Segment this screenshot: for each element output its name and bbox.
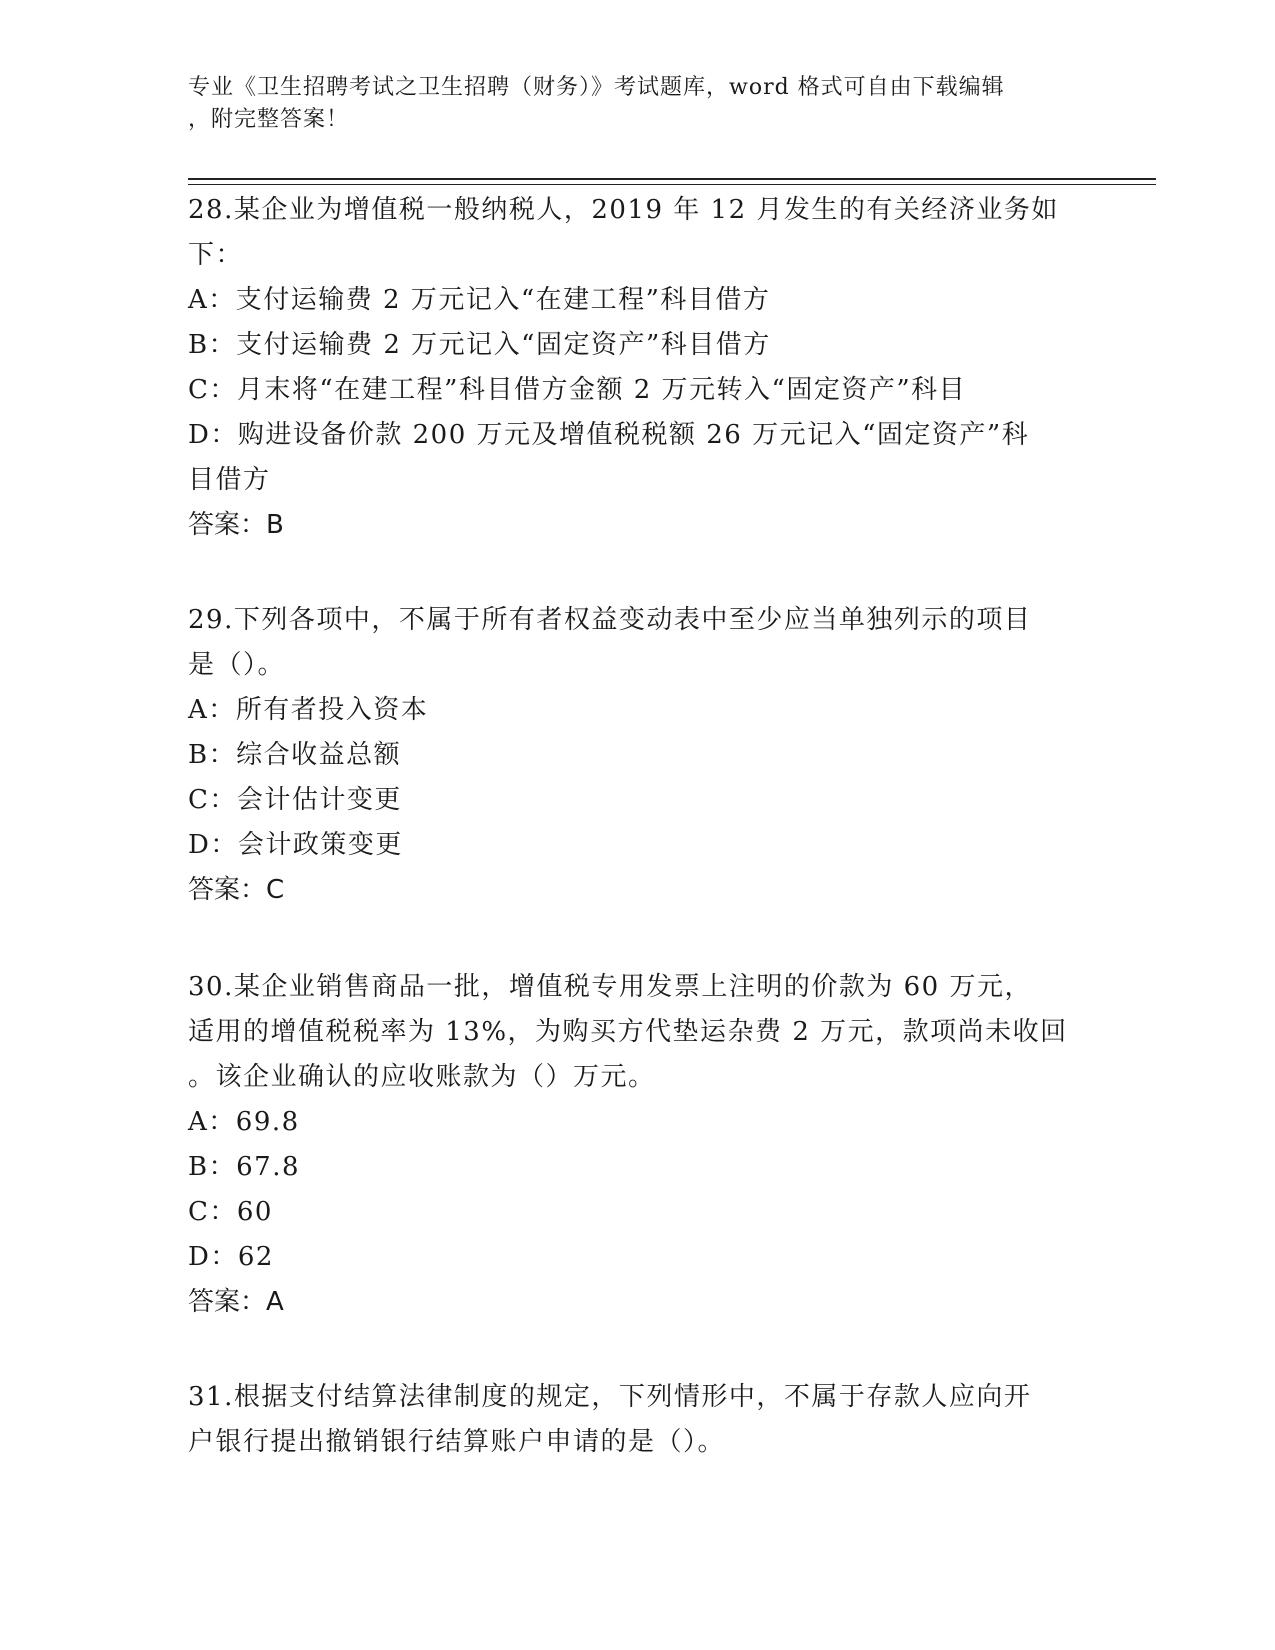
- question-stem-line: 下：: [188, 240, 244, 270]
- option-b: B：综合收益总额: [188, 740, 402, 770]
- header-line-2: ，附完整答案！: [188, 107, 350, 132]
- answer-label: 答案：C: [188, 875, 285, 905]
- question-stem-line: 29.下列各项中，不属于所有者权益变动表中至少应当单独列示的项目: [188, 605, 1032, 635]
- answer-label: 答案：B: [188, 510, 284, 540]
- option-c: C：会计估计变更: [188, 785, 402, 815]
- question-stem-line: 30.某企业销售商品一批，增值税专用发票上注明的价款为 60 万元，: [188, 972, 1032, 1002]
- option-a: A：69.8: [188, 1107, 300, 1137]
- question-28: [188, 188, 1088, 548]
- option-a: A：所有者投入资本: [188, 695, 429, 725]
- question-stem-line: 28.某企业为增值税一般纳税人，2019 年 12 月发生的有关经济业务如: [188, 195, 1059, 225]
- option-c: C：月末将“在建工程”科目借方金额 2 万元转入“固定资产”科目: [188, 375, 967, 405]
- question-30: [188, 965, 1088, 1325]
- header-divider-thick: [188, 178, 1156, 180]
- question-stem-line: 31.根据支付结算法律制度的规定，下列情形中，不属于存款人应向开: [188, 1382, 1032, 1412]
- option-b: B：67.8: [188, 1152, 300, 1182]
- option-a: A：支付运输费 2 万元记入“在建工程”科目借方: [188, 285, 771, 315]
- option-d: D：62: [188, 1242, 274, 1272]
- question-31: [188, 1375, 1088, 1465]
- question-29: [188, 598, 1088, 913]
- question-stem-line: 。该企业确认的应收账款为（）万元。: [188, 1062, 656, 1092]
- header-line-1: 专业《卫生招聘考试之卫生招聘（财务）》考试题库，word 格式可自由下载编辑: [188, 75, 1005, 100]
- option-d-continued: 目借方: [188, 465, 271, 495]
- question-stem-line: 户银行提出撤销银行结算账户申请的是（）。: [188, 1427, 726, 1457]
- question-stem-line: 适用的增值税税率为 13%，为购买方代垫运杂费 2 万元，款项尚未收回: [188, 1017, 1068, 1047]
- option-c: C：60: [188, 1197, 273, 1227]
- document-header: [188, 72, 1068, 136]
- answer-label: 答案：A: [188, 1287, 284, 1317]
- question-stem-line: 是（）。: [188, 650, 286, 680]
- option-d: D：购进设备价款 200 万元及增值税税额 26 万元记入“固定资产”科: [188, 420, 1030, 450]
- option-b: B：支付运输费 2 万元记入“固定资产”科目借方: [188, 330, 771, 360]
- header-divider-thin: [188, 184, 1156, 185]
- option-d: D：会计政策变更: [188, 830, 403, 860]
